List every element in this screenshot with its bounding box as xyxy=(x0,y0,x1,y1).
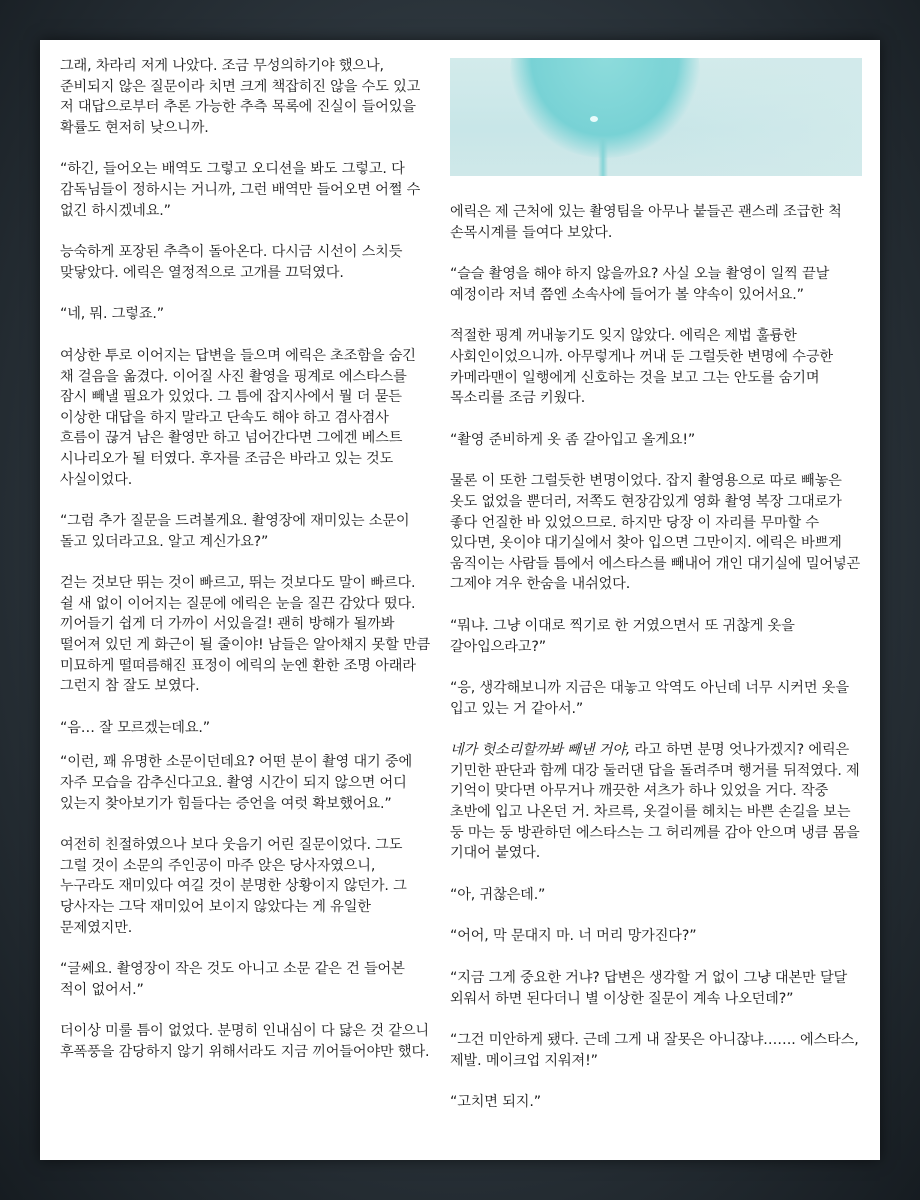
dialogue-paragraph: “어어, 막 문대지 마. 너 머리 망가진다?” xyxy=(450,928,697,945)
dialogue-paragraph: “이런, 꽤 유명한 소문이던데요? 어떤 분이 촬영 대기 중에 자주 모습을 감추신다고요. 촬영 시간이 되지 않으면 어디 있는지 찾아보기가 힘들다는 증언을 여럿 확보했어요.” xyxy=(60,754,413,812)
italic-thought: 네가 헛소리할까봐 빼낸 거야, xyxy=(450,742,631,759)
left-column xyxy=(60,56,432,1063)
paragraph: 적절한 핑계 꺼내놓기도 잊지 않았다. 에릭은 제법 훌륭한 사회인이었으니까. 아무렇게나 꺼내 둔 그럴듯한 변명에 수긍한 카메라맨이 일행에게 신호하는 것을 보고 그는 안도를 숨기며 목소리를 조금 키웠다. xyxy=(450,328,833,407)
paragraph: 물론 이 또한 그럴듯한 변명이었다. 잡지 촬영용으로 따로 빼놓은 옷도 없었을 뿐더러, 저쪽도 현장감있게 영화 촬영 복장 그대로가 좋다 언질한 바 있었으므로. 하지만 당장 이 자리를 무마할 수 있다면, 옷이야 대기실에서 찾아 입으면 그만이지. 에릭은 바쁘게 움직이는 사람들 틈에서 에스타스를 빼내어 개인 대기실에 밀어넣곤 그제야 겨우 한숨을 내쉬었다. xyxy=(450,473,861,593)
paragraph: 걷는 것보단 뛰는 것이 빠르고, 뛰는 것보다도 말이 빠르다. 쉴 새 없이 이어지는 질문에 에릭은 눈을 질끈 감았다 떴다. 끼어들기 쉽게 더 가까이 서있을걸! 괜히 방해가 될까봐 떨어져 있던 게 화근이 될 줄이야! 남들은 알아채지 못할 만큼 미묘하게 떨떠름해진 표정이 에릭의 눈엔 환한 조명 아래라 그런지 참 잘도 보였다. xyxy=(60,575,431,695)
dialogue-paragraph: “네, 뭐. 그렇죠.” xyxy=(60,306,164,323)
right-column xyxy=(450,202,862,1113)
dialogue-paragraph: “뭐냐. 그냥 이대로 찍기로 한 거였으면서 또 귀찮게 옷을 갈아입으라고?” xyxy=(450,617,795,655)
dialogue-paragraph: “음… 잘 모르겠는데요.” xyxy=(60,719,210,736)
dialogue-paragraph: “글쎄요. 촬영장이 작은 것도 아니고 소문 같은 건 들어본 적이 없어서.” xyxy=(60,961,405,998)
photo-haze xyxy=(662,58,862,176)
paragraph xyxy=(450,740,862,864)
dialogue-paragraph: “아, 귀찮은데.” xyxy=(450,886,546,903)
paragraph: 에릭은 제 근처에 있는 촬영팀을 아무나 붙들곤 괜스레 조급한 척 손목시계를 들여다 보았다. xyxy=(450,204,842,241)
paragraph: 여상한 투로 이어지는 답변을 들으며 에릭은 초조함을 숨긴 채 걸음을 옮겼다. 이어질 사진 촬영을 핑계로 에스타스를 잠시 빼낼 필요가 있었다. 그 틈에 잡지사에서 뭘 더 묻든 이상한 대답을 하지 말라고 단속도 해야 하고 겸사겸사 흐름이 끊겨 남은 촬영만 하고 넘어간다면 그에겐 베스트 시나리오가 될 터였다. 후자를 조금은 바라고 있는 것도 사실이었다. xyxy=(60,347,416,488)
dialogue-paragraph: “그럼 추가 질문을 드려볼게요. 촬영장에 재미있는 소문이 돌고 있더라고요. 알고 계신가요?” xyxy=(60,513,410,550)
document-page xyxy=(40,40,880,1160)
dialogue-paragraph: “지금 그게 중요한 거냐? 답변은 생각할 거 없이 그냥 대본만 달달 외워서 하면 된다더니 별 이상한 질문이 계속 나오던데?” xyxy=(450,970,848,1007)
paragraph: 능숙하게 포장된 추측이 돌아온다. 다시금 시선이 스치듯 맞닿았다. 에릭은 열정적으로 고개를 끄덕였다. xyxy=(60,244,403,281)
photo-image xyxy=(450,58,862,176)
paragraph: 더이상 미룰 틈이 없었다. 분명히 인내심이 다 닳은 것 같으니 후폭풍을 감당하지 않기 위해서라도 지금 끼어들어야만 했다. xyxy=(60,1023,430,1060)
dialogue-paragraph: “슬슬 촬영을 해야 하지 않을까요? 사실 오늘 촬영이 일찍 끝날 예정이라 저녁 쯤엔 소속사에 들어가 볼 약속이 있어서요.” xyxy=(450,266,830,303)
dialogue-paragraph: “하긴, 들어오는 배역도 그렇고 오디션을 봐도 그렇고. 다 감독님들이 정하시는 거니까, 그런 배역만 들어오면 어쩔 수 없긴 하시겠네요.” xyxy=(60,161,421,219)
photo-glint xyxy=(590,116,598,122)
paragraph: 여전히 친절하였으나 보다 웃음기 어린 질문이었다. 그도 그럴 것이 소문의 주인공이 마주 앉은 당사자였으니, 누구라도 재미있다 여길 것이 분명한 상황이지 않던가. 그 당사자는 그닥 재미있어 보이지 않았다는 게 유일한 문제였지만. xyxy=(60,837,407,936)
paragraph-text: 라고 하면 분명 엇나가겠지? 에릭은 기민한 판단과 함께 대강 둘러댄 답을 돌려주며 행거를 뒤적였다. 제 기억이 맞다면 아무거나 깨끗한 셔츠가 하나 있었을 거다. 작중 초반에 입고 나온던 거. 차르륵, 옷걸이를 헤치는 바쁜 손길을 보는 둥 마는 둥 방관하던 에스타스는 그 허리께를 감아 안으며 냉큼 몸을 기대어 붙였다. xyxy=(450,742,860,862)
dialogue-paragraph: “촬영 준비하게 옷 좀 갈아입고 올게요!” xyxy=(450,431,696,448)
dialogue-paragraph: “고치면 되지.” xyxy=(450,1094,541,1111)
dialogue-paragraph: “그건 미안하게 됐다. 근데 그게 내 잘못은 아니잖냐……. 에스타스, 제발. 메이크업 지워져!” xyxy=(450,1032,859,1069)
paragraph: 그래, 차라리 저게 나았다. 조금 무성의하기야 했으나, 준비되지 않은 질문이라 치면 크게 책잡히진 않을 수도 있고 저 대답으로부터 추론 가능한 추측 목록에 진실이 들어있을 확률도 현저히 낮으니까. xyxy=(60,58,421,136)
photo-stem xyxy=(598,138,608,176)
dialogue-paragraph: “응, 생각해보니까 지금은 대놓고 악역도 아닌데 너무 시커먼 옷을 입고 있는 거 같아서.” xyxy=(450,680,849,717)
